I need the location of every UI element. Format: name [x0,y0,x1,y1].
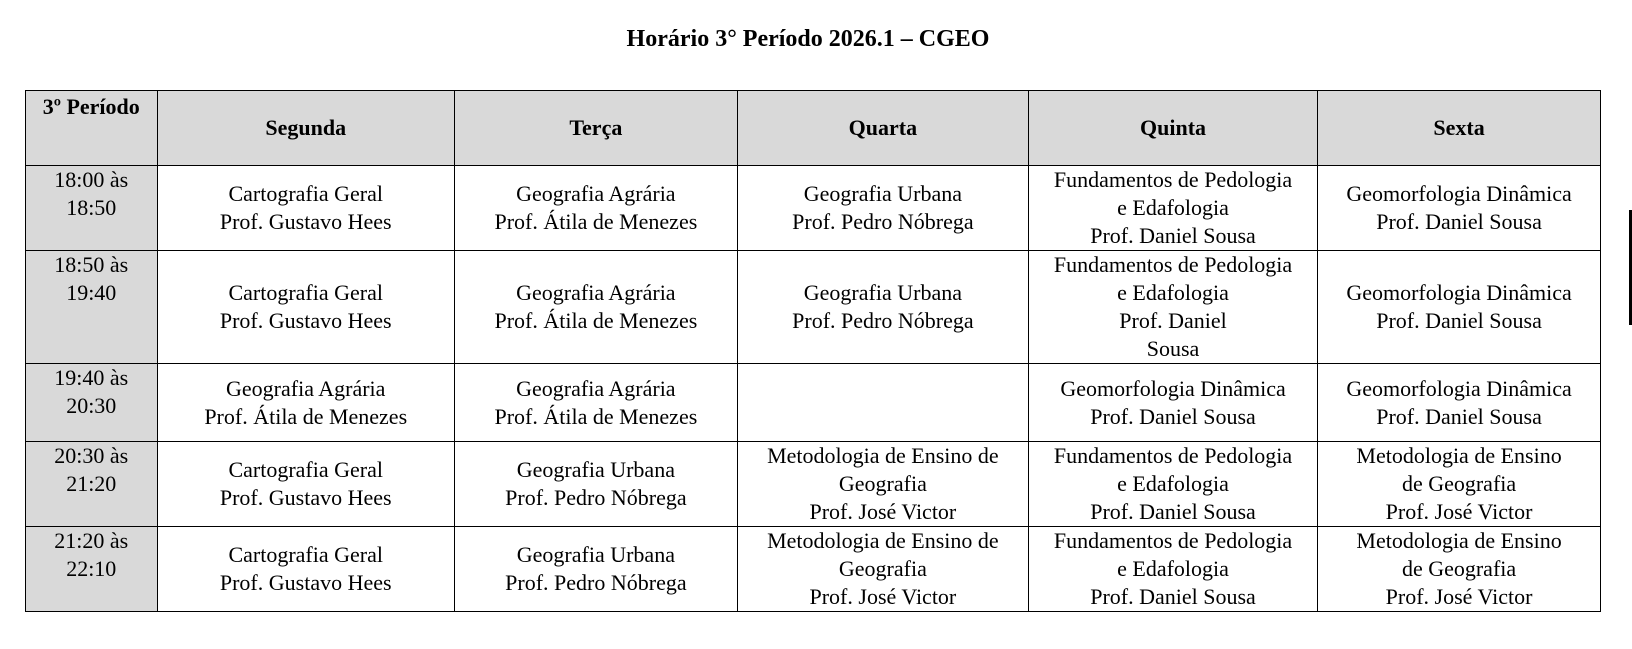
class-cell-line: Prof. Átila de Menezes [494,403,698,429]
empty-class-cell [737,364,1028,442]
class-cell-line: Metodologia de Ensino [1356,528,1562,553]
class-cell-line: de Geografia [1401,556,1517,581]
class-cell-line: Geomorfologia Dinâmica [1346,375,1572,401]
class-cell [157,251,454,364]
class-cell-line: Geografia [838,471,927,496]
class-cell [454,166,737,251]
class-cell [737,442,1028,527]
time-slot-text: 18:00 às [54,167,129,192]
class-cell-line: Prof. Daniel [1119,308,1227,333]
class-cell-line: Prof. Pedro Nóbrega [792,308,974,333]
class-cell-line: Prof. Daniel Sousa [1090,403,1256,429]
table-row [26,251,1601,364]
class-cell [157,527,454,612]
class-cell-line: Cartografia Geral [228,181,383,206]
class-cell-line: Fundamentos de Pedologia [1053,528,1293,553]
day-header: Quinta [1028,91,1317,166]
table-row [26,527,1601,612]
class-cell-line: Metodologia de Ensino de [767,443,999,468]
class-cell-line: Geomorfologia Dinâmica [1346,181,1572,206]
class-cell-line: de Geografia [1401,471,1517,496]
time-slot-text: 19:40 [66,280,117,305]
class-cell [454,527,737,612]
class-cell-line: Sousa [1146,336,1200,361]
time-slot-cell [26,166,158,251]
class-cell-line: Prof. Daniel Sousa [1090,584,1256,609]
time-slot-cell [26,527,158,612]
class-cell-line: Geomorfologia Dinâmica [1060,375,1286,401]
time-slot-text: 20:30 [66,393,117,418]
header-row [26,91,1601,166]
time-slot-cell [26,364,158,442]
time-slot-text: 19:40 às [54,365,129,390]
day-header: Sexta [1318,91,1601,166]
class-cell-line: Prof. Pedro Nóbrega [792,209,974,234]
class-cell-line: Prof. Gustavo Hees [219,308,392,333]
class-cell-line: Prof. José Victor [809,499,957,524]
class-cell-line: Geografia Agrária [516,280,676,305]
class-cell-line: Prof. Daniel Sousa [1090,223,1256,248]
time-slot-text: 18:50 [66,195,117,220]
class-cell-line: Geografia Agrária [226,375,386,401]
class-cell-line: Metodologia de Ensino [1356,443,1562,468]
day-header: Quarta [737,91,1028,166]
class-cell [737,166,1028,251]
class-cell-line: Geografia Urbana [516,542,675,567]
time-slot-cell [26,251,158,364]
class-cell-line: Geografia [838,556,927,581]
class-cell [737,251,1028,364]
class-cell-line: Geografia Agrária [516,181,676,206]
class-cell-line: Prof. Pedro Nóbrega [505,485,687,510]
class-cell-line: Geografia Urbana [803,280,962,305]
class-cell [1318,527,1601,612]
table-row [26,364,1601,442]
time-slot-text: 18:50 às [54,252,129,277]
class-cell-line: Cartografia Geral [228,457,383,482]
class-cell-line: Prof. Gustavo Hees [219,485,392,510]
class-cell-line: Fundamentos de Pedologia [1053,443,1293,468]
time-slot-text: 21:20 às [54,528,129,553]
class-cell-line: Prof. José Victor [1385,584,1533,609]
class-cell-line: Geografia Urbana [516,457,675,482]
class-cell [157,364,454,442]
schedule-body [26,166,1601,612]
class-cell-line: e Edafologia [1117,471,1229,496]
class-cell [1318,442,1601,527]
time-slot-cell [26,442,158,527]
class-cell-line: Metodologia de Ensino de [767,528,999,553]
class-cell-line: Geomorfologia Dinâmica [1346,280,1572,305]
class-cell-line: e Edafologia [1117,556,1229,581]
class-cell [1028,364,1317,442]
class-cell-line: Prof. Átila de Menezes [204,403,408,429]
class-cell [1318,166,1601,251]
class-cell-line: e Edafologia [1117,280,1229,305]
time-slot-text: 20:30 às [54,443,129,468]
class-cell-line: Prof. Pedro Nóbrega [505,570,687,595]
class-cell [1028,527,1317,612]
class-cell-line: Prof. Átila de Menezes [494,209,698,234]
class-cell [1318,364,1601,442]
class-cell-line: Prof. Daniel Sousa [1376,308,1542,333]
class-cell [454,251,737,364]
class-cell-line: Prof. Daniel Sousa [1376,209,1542,234]
class-cell-line: Cartografia Geral [228,542,383,567]
table-row [26,166,1601,251]
class-cell-line: Geografia Agrária [516,375,676,401]
class-cell [454,442,737,527]
day-header: Terça [454,91,737,166]
class-cell-line: Prof. José Victor [809,584,957,609]
page-title: Horário 3° Período 2026.1 – CGEO [626,26,990,52]
class-cell-line: Prof. Gustavo Hees [219,570,392,595]
class-cell-line: Prof. Átila de Menezes [494,308,698,333]
class-cell-line: Fundamentos de Pedologia [1053,252,1293,277]
class-cell-line: Prof. Daniel Sousa [1090,499,1256,524]
time-slot-text: 22:10 [66,556,117,581]
class-cell [1318,251,1601,364]
schedule-table [25,90,1601,612]
corner-header: 3º Período [26,91,158,166]
class-cell [157,442,454,527]
class-cell [1028,442,1317,527]
class-cell [454,364,737,442]
class-cell-line: Prof. José Victor [1385,499,1533,524]
class-cell [1028,251,1317,364]
class-cell [157,166,454,251]
class-cell [1028,166,1317,251]
time-slot-text: 21:20 [66,471,117,496]
class-cell-line: e Edafologia [1117,195,1229,220]
class-cell [737,527,1028,612]
table-row [26,442,1601,527]
class-cell-line: Prof. Daniel Sousa [1376,403,1542,429]
class-cell-line: Prof. Gustavo Hees [219,209,392,234]
class-cell-line: Cartografia Geral [228,280,383,305]
class-cell-line: Geografia Urbana [803,181,962,206]
class-cell-line: Fundamentos de Pedologia [1053,167,1293,192]
day-header: Segunda [157,91,454,166]
